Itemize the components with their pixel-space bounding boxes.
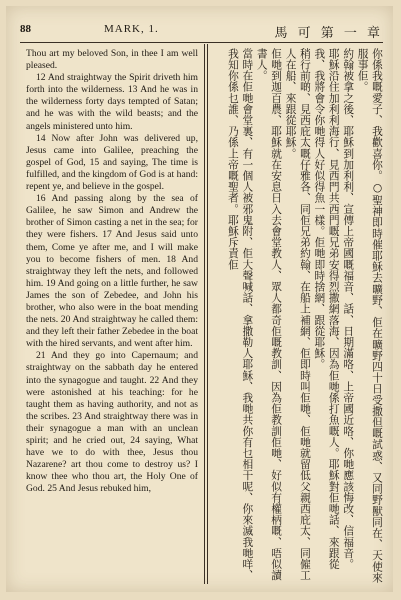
verse-paragraph: 21 And they go into Capernaum; and straightway on the sabbath day he entered into the synagogue and taught. 22 And they were astonished at his teaching: for he taught them as having authority, and not as the scribes. 23 And straightway there was in their synagogue a man with an unclean spirit; and he cried out, 24 saying, What have we to do with thee, Jesus thou Nazarene? art thou come to destroy us? I know thee who thou art, the Holy One of God. 25 And Jesus rebuked him,: [26, 350, 198, 495]
verse-paragraph: 14 Now after John was delivered up, Jesus came into Galilee, preaching the gospel of God, 15 and saying, The time is fulfilled, and the kingdom of God is at hand: repent ye, and believe in the gospel.: [26, 132, 198, 193]
chinese-paragraph: 耶穌沿住加利利海行、見西門共西門嘅兄弟安得烈撒網落海、因為佢哋係打魚嘅人。耶穌對佢哋話、來跟從我、我將會令你哋得人好似得魚一樣。佢哋即時捨網、跟從耶穌。: [313, 48, 341, 570]
chinese-paragraph: 約翰被拿之後、耶穌到加利利、宣傳上帝國嘅福音、話、日期滿咯、上帝國近咯、你哋應該悔改、信福音。: [342, 48, 356, 570]
chinese-paragraph: 佢哋到迦百農、耶穌就在安息日入去會堂教人、眾人都奇佢嘅教訓、因為佢教訓佢哋、好似有權柄嘅、唔似讀書人。: [255, 48, 284, 581]
chinese-paragraph: 你係我嘅愛子、我歡喜你。○聖神即時催耶穌去曠野、佢在曠野四十日受撒但嘅試惑、又同野獸同在、天使來服事佢。: [356, 48, 384, 584]
bible-page: [6, 6, 393, 592]
chinese-paragraph: 當時在佢哋會堂裏、有一個人被邪鬼附、佢大聲喊話、拿撒勒人耶穌、我哋共你有乜相干呢、你來滅我哋咩、我知你係乜誰、乃係上帝嘅聖者。耶穌斥責佢: [226, 48, 255, 581]
book-chapter-heading: MARK, 1.: [104, 23, 159, 35]
page-number: 88: [20, 23, 31, 35]
english-column: [26, 48, 198, 495]
page-header: [20, 20, 383, 43]
chinese-chapter-heading: 馬 可 第 一 章: [274, 26, 383, 41]
column-divider: [204, 44, 208, 584]
verse-paragraph: 16 And passing along by the sea of Galilee, he saw Simon and Andrew the brother of Simon casting a net in the sea; for they were fishers. 17 And Jesus said unto them, Come ye after me, and I will make you to become fishers of men. 18 And straightway they left the nets, and followed him. 19 And going on a little further, he saw James the son of Zebedee, and John his brother, who also were in the boat mending the nets. 20 And straightway he called them: and they left their father Zebedee in the boat with the hired servants, and went after him.: [26, 193, 198, 350]
chinese-paragraph: 稍行前啲、見西庇太嘅仔雅各、同佢兄弟約翰、在船上補網、佢即時叫佢哋、佢哋就留低父親西庇太、同僱工人在船、來跟從耶穌。: [284, 48, 312, 581]
chinese-column: [210, 48, 384, 584]
verse-paragraph: 12 And straightway the Spirit driveth him forth into the wilderness. 13 And he was in the wilderness forty days tempted of Satan; and he was with the wild beasts; and the angels ministered unto him.: [26, 72, 198, 132]
verse-paragraph: Thou art my beloved Son, in thee I am well pleased.: [26, 48, 198, 72]
